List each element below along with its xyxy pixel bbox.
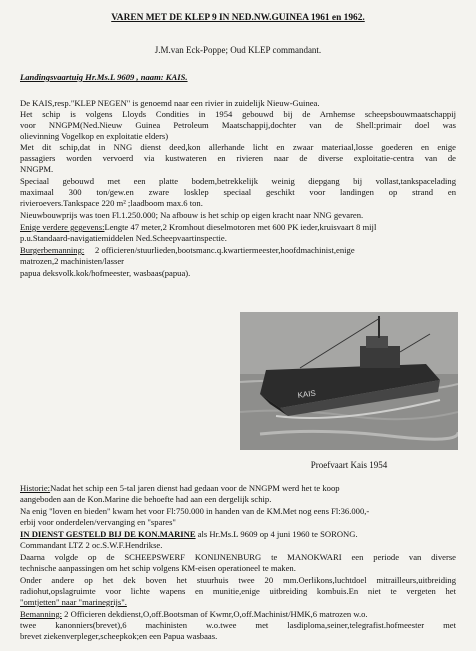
- paragraph-line: NNGPM.: [20, 164, 54, 174]
- specs-line-2: p.u.Standaard-navigatiemiddelen Ned.Scheepvaartinspectie.: [20, 233, 227, 243]
- crew-military-text: 2 Officieren dekdienst,O,off.Bootsman of Kwmr,O,off.Machinist/HMK,6 matrozen w.o.: [62, 609, 368, 619]
- paragraph-line: De KAIS,resp."KLEP NEGEN" is genoemd naar een rivier in zuidelijk Nieuw-Guinea.: [20, 98, 320, 108]
- paragraph-line: Het schip is volgens Lloyds Condities in 1954 gebouwd bij de Arnhemse scheepsbouwmaatschappij: [20, 109, 456, 119]
- commander-line: Commandant LTZ 2 oc.S.W.F.Hendrikse.: [20, 540, 163, 550]
- crew-text: 2 officieren/stuurlieden,bootsmanc.q.kwartiermeester,hoofdmachinist,enige: [95, 245, 355, 255]
- ship-photo-image: [240, 312, 458, 450]
- section-heading: Landingsvaartuig Hr.Ms.L 9609 , naam: KAIS.: [20, 72, 188, 82]
- photo-caption: Proefvaart Kais 1954: [310, 460, 388, 470]
- paragraph-line: maximaal 300 ton/gew.en zware losklep speciaal geschikt voor landingen op strand en: [20, 187, 456, 197]
- author-line: J.M.van Eck-Poppe; Oud KLEP commandant.: [154, 45, 322, 55]
- history-label: Historie:: [20, 483, 51, 493]
- crew-military-label: Bemanning:: [20, 609, 63, 619]
- paragraph-line: rivieroevers.Tankspace 220 m² ;laadboom max.6 ton.: [20, 198, 203, 208]
- paragraph-line: passagiers worden vervoerd via kustwateren en rivieren naar de diverse exploitatie-centra van de: [20, 153, 456, 163]
- paragraph-line: technische aanpassingen om het schip volgens KM-eisen operationeel te maken.: [20, 563, 296, 573]
- history-line-2: aangeboden aan de Kon.Marine die behoefte had aan een dergelijk schip.: [20, 494, 272, 504]
- crew-military-line: [20, 609, 368, 620]
- history-text: Nadat het schip een 5-tal jaren dienst had gedaan voor de NNGPM werd het te koop: [50, 483, 340, 493]
- specs-line: [20, 222, 376, 233]
- crew-military-line-2: twee kanonniers(brevet),6 machinisten w.o.twee met lasdiploma,seiner,telegrafist.hofmeester met: [20, 620, 456, 630]
- ship-photo: [240, 312, 458, 450]
- price-line-2: erbij voor onderdelen/vervanging en "spares": [20, 517, 176, 527]
- document-title: VAREN MET DE KLEP 9 IN NED.NW.GUINEA 1961 en 1962.: [111, 13, 365, 23]
- paragraph-line: Nieuwbouwprijs was toen Fl.1.250.000; Na afbouw is het schip op eigen kracht naar NNG gevaren.: [20, 210, 364, 220]
- repaint-line: "omtjetten" naar "marinegrijs".: [20, 597, 127, 607]
- paragraph-line: Onder andere op het dek boven het stuurhuis twee 20 mm.Oerlikons,luchtdoel mitrailleurs,uitbreiding: [20, 575, 456, 585]
- commission-line: [20, 529, 358, 540]
- crew-line: [20, 245, 355, 256]
- commission-text: als Hr.Ms.L 9609 op 4 juni 1960 te SORONG.: [195, 529, 358, 539]
- specs-text: Lengte 47 meter,2 Kromhout dieselmotoren met 600 PK ieder,kruisvaart 8 mijl: [104, 222, 377, 232]
- paragraph-line: Met dit schip,dat in NNG dienst deed,kon allerhande licht en zwaar materiaal,losse goederen en enige: [20, 142, 456, 152]
- history-line: [20, 483, 340, 494]
- price-line: Na enig "loven en bieden" kwam het voor Fl:750.000 in handen van de KM.Met nog eens Fl:36.000,-: [20, 506, 370, 516]
- crew-military-line-3: brevet ziekenverpleger,scheepkok;en een Papua wasbaas.: [20, 631, 218, 641]
- paragraph-line: Speciaal gebouwd met een platte bodem,betrekkelijk weinig diepgang bij vollast,tankspacelading: [20, 176, 456, 186]
- paragraph-line: voor NNGPM(Ned.Nieuw Guinea Petroleum Maatschappij,dochter van de Shell:primair doel was: [20, 120, 456, 130]
- paragraph-line: olievinning Vogelkop en exploitatie elders): [20, 131, 169, 141]
- paragraph-line: radiohut,opslagruimte voor lichte wapens en munitie,enige uitbreiding kombuis.En niet te vergeten het: [20, 586, 456, 596]
- specs-label: Enige verdere gegevens:: [20, 222, 105, 232]
- commission-heading: IN DIENST GESTELD BIJ DE KON.MARINE: [20, 529, 196, 539]
- paragraph-line: Daarna volgde op de SCHEEPSWERF KONIJNENBURG te MANOKWARI een periode van diverse: [20, 552, 456, 562]
- crew-label: Burgerbemanning:: [20, 245, 85, 255]
- crew-line-3: papua deksvolk.kok/hofmeester, wasbaas(papua).: [20, 268, 191, 278]
- ship-name-marking: KAIS: [297, 388, 317, 400]
- crew-line-2: matrozen,2 machinisten/lasser: [20, 256, 125, 266]
